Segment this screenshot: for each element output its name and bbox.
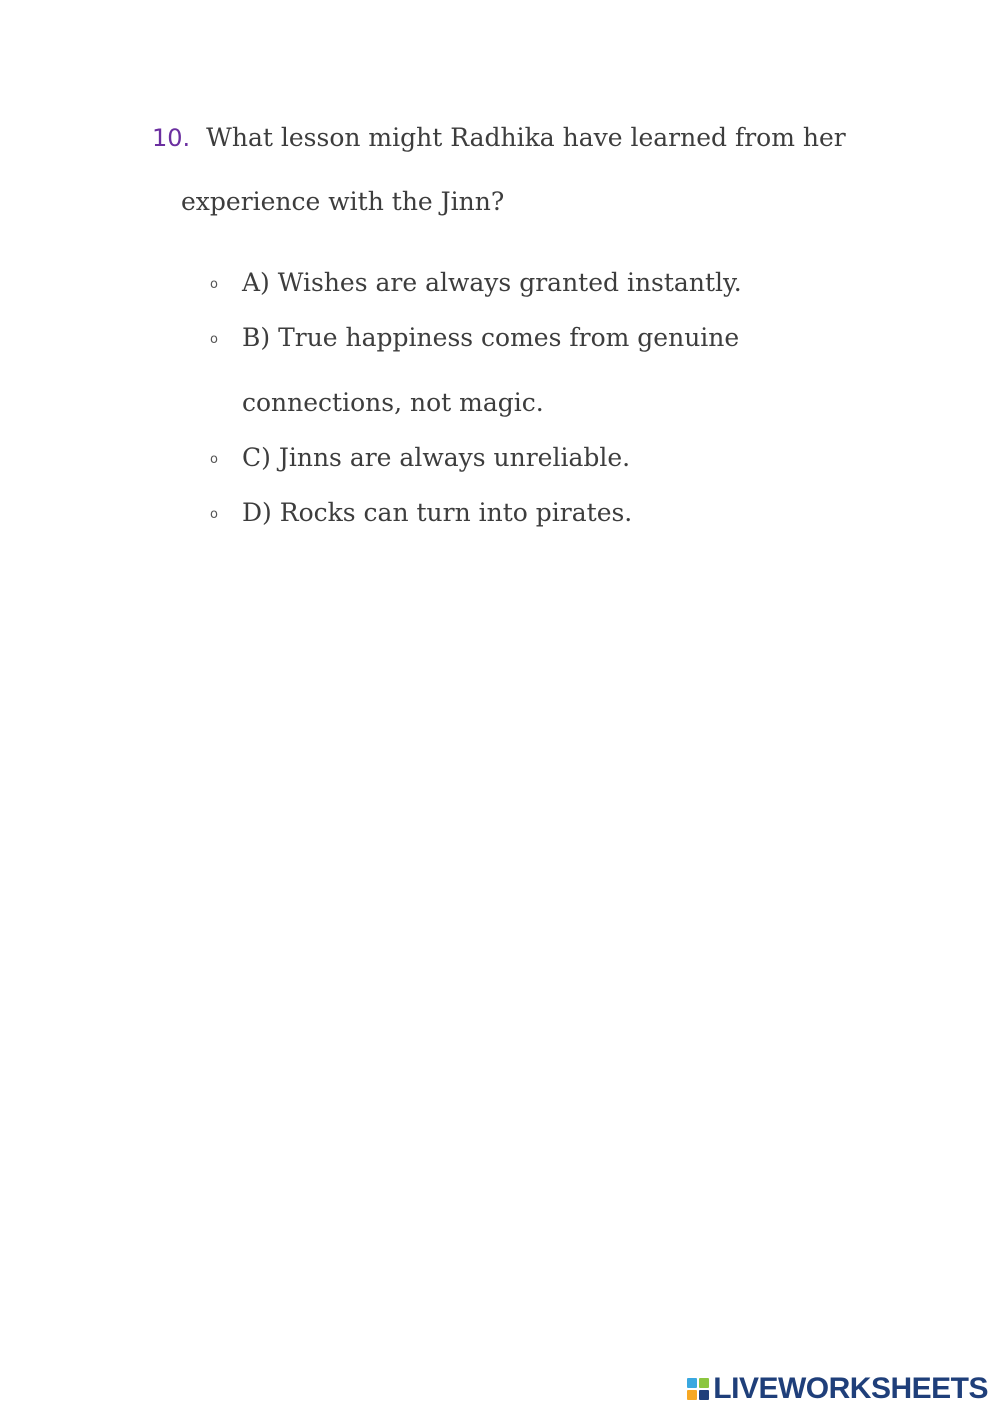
option-d[interactable] <box>210 480 830 545</box>
circle-bullet-icon: o <box>210 277 218 292</box>
option-a-text: A) Wishes are always granted instantly. <box>242 268 742 297</box>
option-b-text-line-1: B) True happiness comes from genuine <box>242 323 740 352</box>
liveworksheets-logo-icon <box>687 1378 709 1400</box>
option-c-text: C) Jinns are always unreliable. <box>242 443 631 472</box>
question-text-line-1: What lesson might Radhika have learned from her <box>206 123 846 152</box>
question-line-1 <box>152 116 872 160</box>
option-b[interactable] <box>210 305 830 435</box>
answer-options-list <box>210 250 830 545</box>
question-text-line-2: experience with the Jinn? <box>181 187 505 216</box>
question-number: 10. <box>152 124 191 152</box>
option-d-text: D) Rocks can turn into pirates. <box>242 498 633 527</box>
liveworksheets-logo <box>687 1374 988 1404</box>
option-b-text-line-2: connections, not magic. <box>242 388 544 417</box>
circle-bullet-icon: o <box>210 507 218 522</box>
logo-text: LIVEWORKSHEETS <box>713 1372 988 1405</box>
circle-bullet-icon: o <box>210 452 218 467</box>
circle-bullet-icon: o <box>210 332 218 347</box>
question-block <box>152 116 872 224</box>
